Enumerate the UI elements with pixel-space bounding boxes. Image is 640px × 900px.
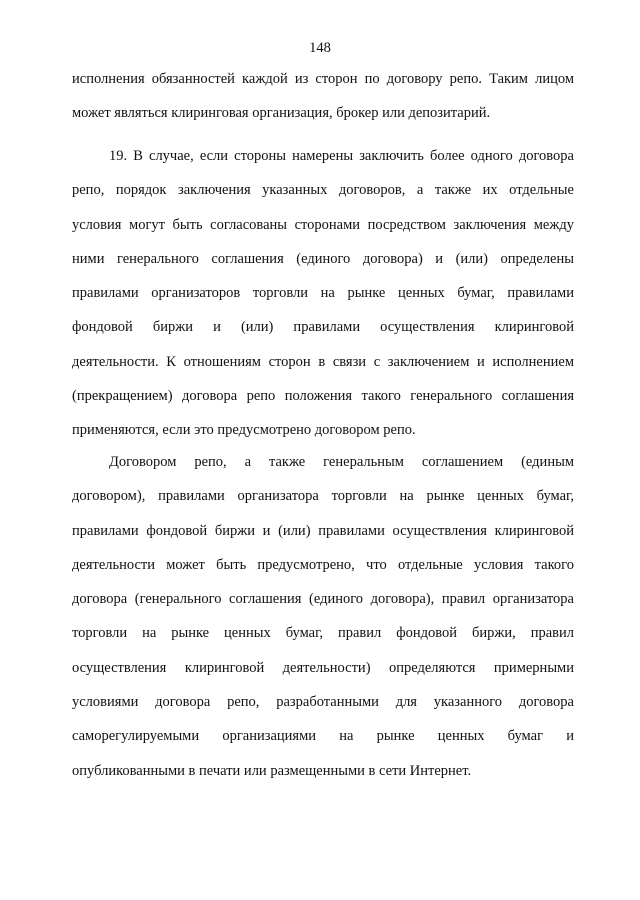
paragraph-repo-conditions (72, 453, 574, 796)
text-line: правилами организаторов торговли на рынке ценных бумаг, правилами (72, 285, 574, 302)
text-line: (прекращением) договора репо положения такого генерального соглашения (72, 388, 574, 405)
text-line: договора (генерального соглашения (единого договора), правил организатора (72, 591, 574, 608)
paragraph-clause-19 (72, 147, 574, 456)
text-line: осуществления клиринговой деятельности) определяются примерными (72, 659, 574, 676)
text-line: условия могут быть согласованы сторонами посредством заключения между (72, 216, 574, 233)
text-line: репо, порядок заключения указанных договоров, а также их отдельные (72, 182, 574, 199)
text-line: саморегулируемыми организациями на рынке ценных бумаг и (72, 728, 574, 745)
paragraph-continuation (72, 70, 574, 139)
text-line: деятельности. К отношениям сторон в связи с заключением и исполнением (72, 353, 574, 370)
text-line: договором), правилами организатора торговли на рынке ценных бумаг, (72, 488, 574, 505)
text-line: торговли на рынке ценных бумаг, правил фондовой биржи, правил (72, 625, 574, 642)
text-line: 19. В случае, если стороны намерены заключить более одного договора (109, 148, 574, 164)
text-line: деятельности может быть предусмотрено, что отдельные условия такого (72, 556, 574, 573)
text-line: исполнения обязанностей каждой из сторон по договору репо. Таким лицом (72, 71, 574, 87)
text-line: может являться клиринговая организация, брокер или депозитарий. (72, 105, 491, 122)
text-line: опубликованными в печати или размещенными в сети Интернет. (72, 762, 472, 779)
text-line: фондовой биржи и (или) правилами осуществления клиринговой (72, 319, 574, 336)
text-line: Договором репо, а также генеральным соглашением (единым (109, 454, 574, 470)
page-number: 148 (309, 40, 331, 56)
text-line: условиями договора репо, разработанными для указанного договора (72, 694, 574, 711)
text-line: ними генерального соглашения (единого договора) и (или) определены (72, 250, 574, 267)
text-line: правилами фондовой биржи и (или) правилами осуществления клиринговой (72, 522, 574, 539)
text-line: применяются, если это предусмотрено договором репо. (72, 422, 416, 439)
